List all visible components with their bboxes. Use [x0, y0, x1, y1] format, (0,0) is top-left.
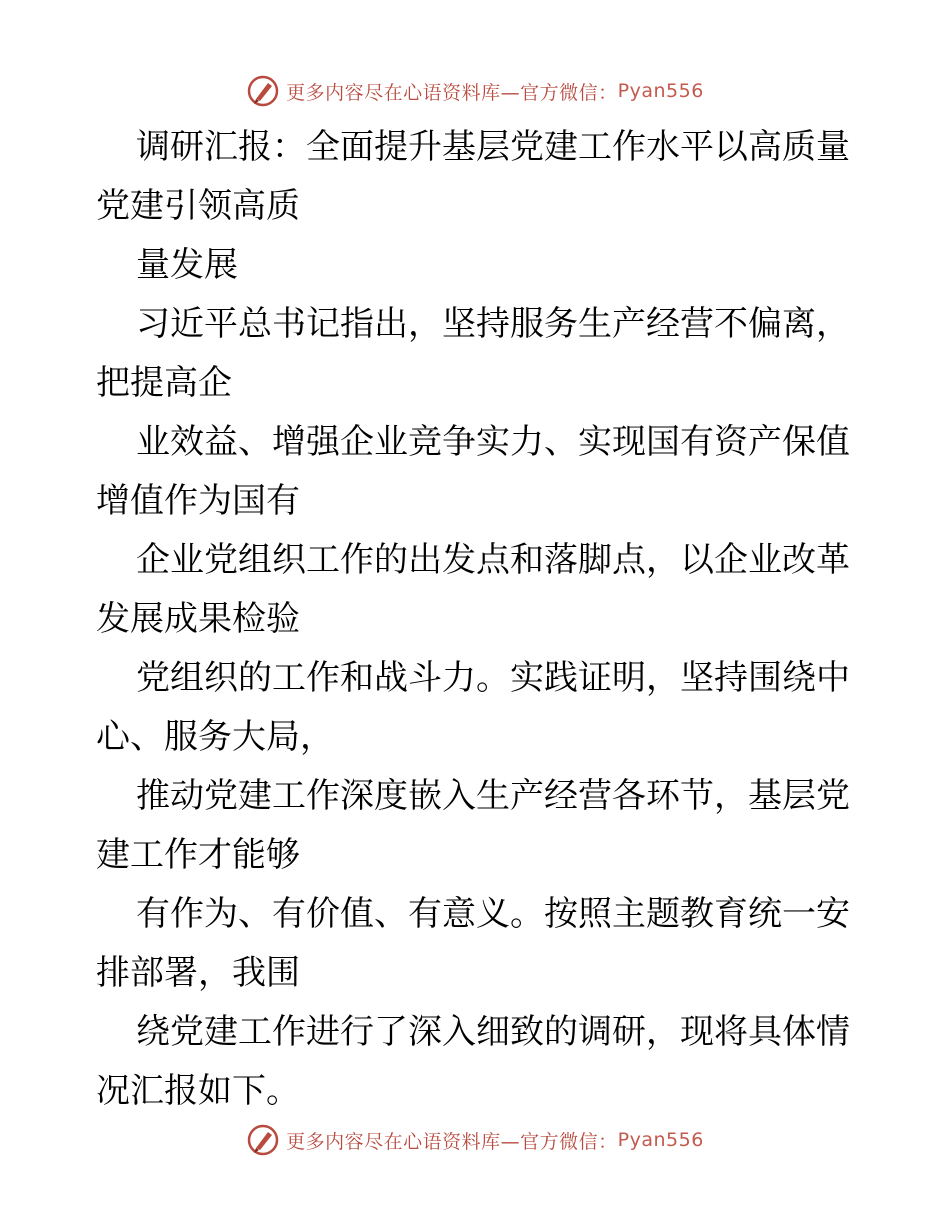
- pen-logo-icon: [246, 1123, 280, 1157]
- banner-text: 更多内容尽在心语资料库—官方微信：: [286, 1130, 618, 1153]
- document-line: 有作为、有价值、有意义。按照主题教育统一安: [136, 894, 850, 934]
- document-line: 习近平总书记指出，坚持服务生产经营不偏离，: [136, 304, 850, 344]
- document-line: 建工作才能够: [96, 835, 300, 875]
- document-line: 调研汇报：全面提升基层党建工作水平以高质量: [136, 127, 850, 167]
- document-line: 心、服务大局，: [96, 717, 334, 757]
- document-line: 把提高企: [96, 363, 232, 403]
- document-line: 企业党组织工作的出发点和落脚点，以企业改革: [136, 540, 850, 580]
- banner-text: 更多内容尽在心语资料库—官方微信：: [286, 81, 618, 104]
- document-line: 党组织的工作和战斗力。实践证明，坚持围绕中: [136, 658, 850, 698]
- document-line: 推动党建工作深度嵌入生产经营各环节，基层党: [136, 776, 850, 816]
- footer-watermark-banner: [0, 1120, 950, 1160]
- document-line: 发展成果检验: [96, 599, 300, 639]
- document-line: 增值作为国有: [96, 481, 300, 521]
- document-line: 排部署，我围: [96, 953, 300, 993]
- document-line: 况汇报如下。: [96, 1071, 300, 1111]
- header-watermark-banner: [0, 71, 950, 111]
- banner-wechat-id: Pyan556: [617, 80, 704, 102]
- document-body: [96, 118, 856, 1121]
- document-line: 绕党建工作进行了深入细致的调研，现将具体情: [136, 1012, 850, 1052]
- document-line: 量发展: [136, 245, 238, 285]
- document-line: 党建引领高质: [96, 186, 300, 226]
- document-line: 业效益、增强企业竞争实力、实现国有资产保值: [136, 422, 850, 462]
- banner-wechat-id: Pyan556: [617, 1129, 704, 1151]
- pen-logo-icon: [246, 74, 280, 108]
